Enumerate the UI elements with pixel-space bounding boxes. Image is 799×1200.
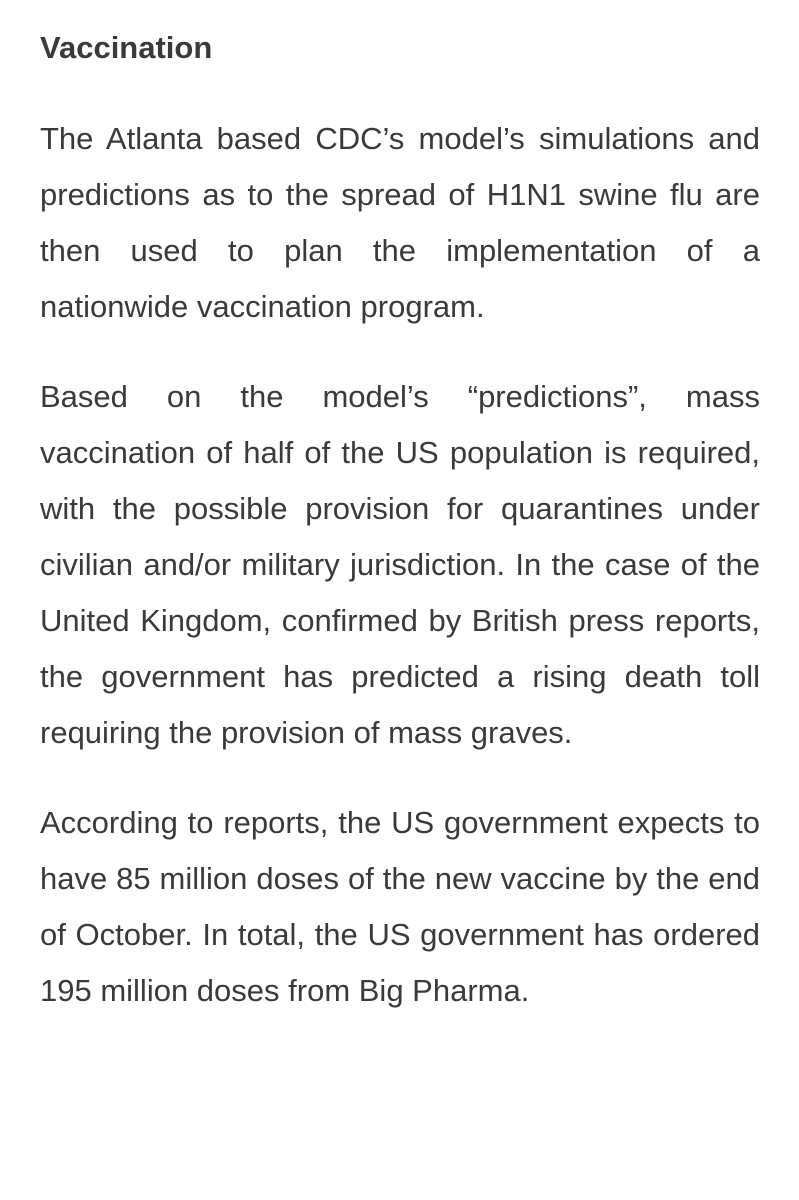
section-heading: Vaccination [40, 30, 213, 65]
paragraph-mass-vaccination: Based on the model’s “predictions”, mass vaccination of half of the US population is required, with the possible provision for quarantines under civilian and/or military jurisdiction. In the case of the United Kingdom, confirmed by British press reports, the government has predicted a rising death toll requiring the provision of mass graves. [40, 379, 760, 750]
paragraph-vaccine-doses: According to reports, the US government expects to have 85 million doses of the new vaccine by the end of October. In total, the US government has ordered 195 million doses from Big Pharma. [40, 805, 760, 1008]
paragraph-cdc-model: The Atlanta based CDC’s model’s simulations and predictions as to the spread of H1N1 swine flu are then used to plan the implementation of a nationwide vaccination program. [40, 121, 760, 324]
article-body [40, 26, 760, 1019]
